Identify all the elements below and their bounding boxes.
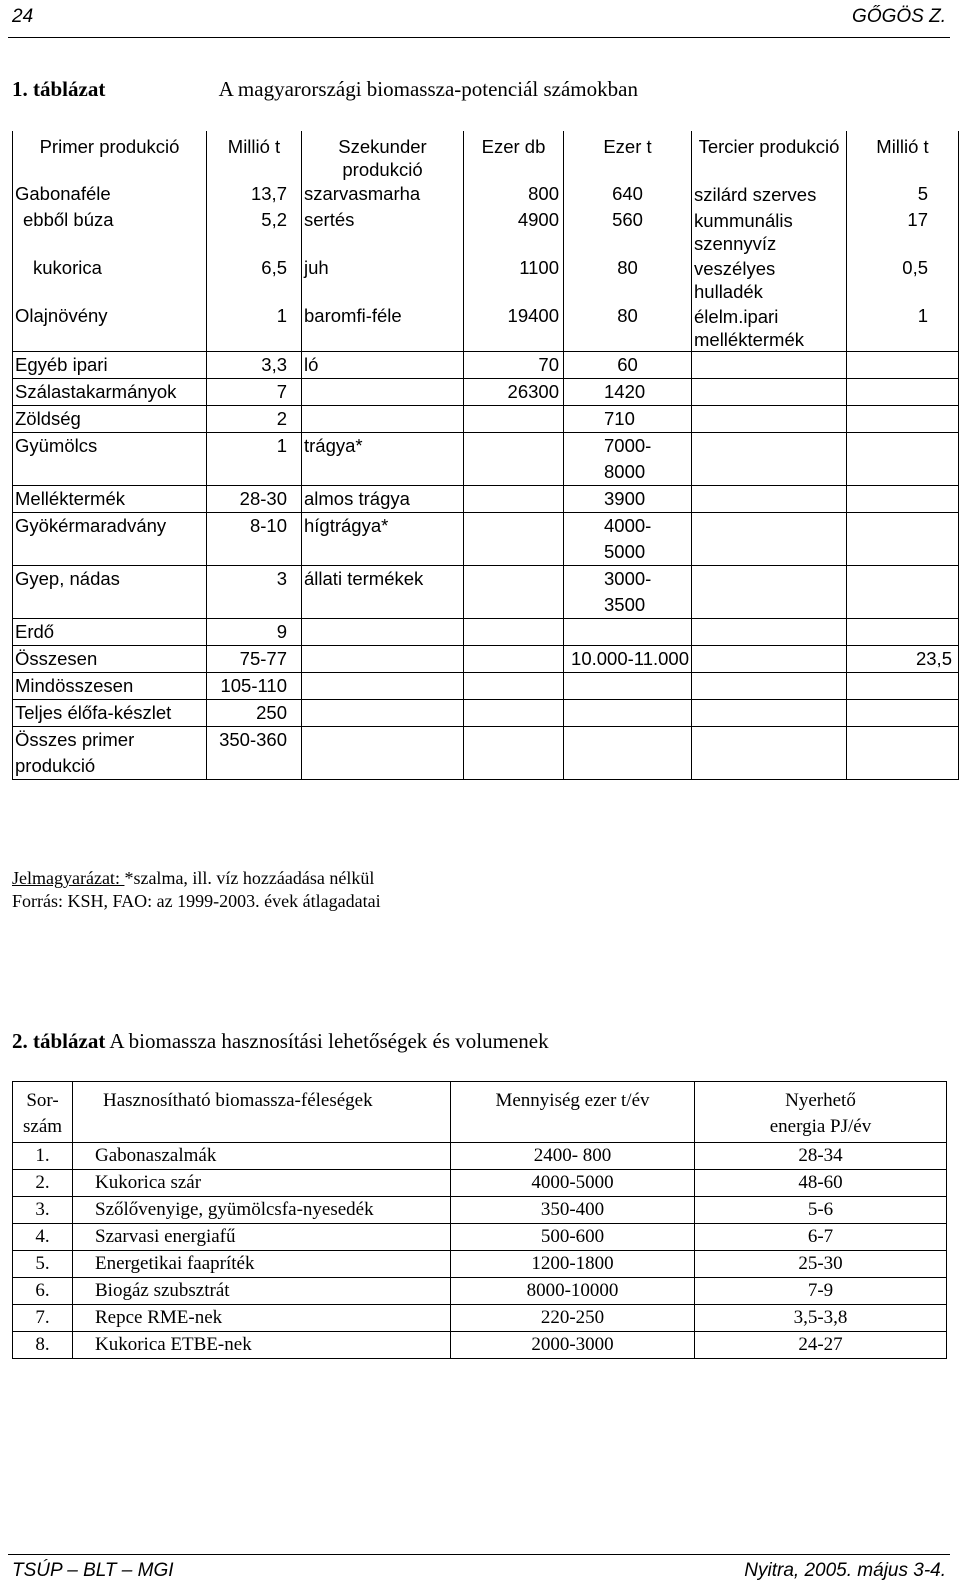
cell-energia: 24-27 [695,1332,947,1359]
legend-text: *szalma, ill. víz hozzáadása nélkül [124,868,375,888]
cell-biomassza: Biogáz szubsztrát [73,1278,451,1305]
cell-million-t: 105-110 [207,673,302,700]
cell-biomassza: Kukorica ETBE-nek [73,1332,451,1359]
cell-ezer-t: 60 [564,352,692,379]
cell-primer: Összes primer produkció [13,727,207,780]
cell-ezer-db: 800 [464,181,564,207]
cell-primer: Egyéb ipari [13,352,207,379]
cell-ezer-db: 26300 [464,379,564,406]
cell-ezer-t: 640 [564,181,692,207]
cell-szekunder: trágya* [302,433,464,486]
cell-mennyiseg: 2000-3000 [451,1332,695,1359]
col-primer: Primer produkció [13,131,207,181]
cell-szekunder: almos trágya [302,486,464,513]
cell-million-t-tercier [847,513,959,566]
cell-primer: Erdő [13,619,207,646]
cell-ezer-t: 3900 [564,486,692,513]
cell-energia: 48-60 [695,1170,947,1197]
cell-szekunder [302,673,464,700]
cell-primer: Mindösszesen [13,673,207,700]
col-ezer-t: Ezer t [564,131,692,181]
footer-right: Nyitra, 2005. május 3-4. [744,1560,946,1581]
table1-row [13,700,959,727]
cell-primer: Melléktermék [13,486,207,513]
cell-million-t: 1 [207,303,302,352]
cell-mennyiseg: 2400- 800 [451,1143,695,1170]
cell-energia: 3,5-3,8 [695,1305,947,1332]
cell-ezer-db: 4900 [464,207,564,255]
cell-million-t-tercier [847,566,959,619]
cell-million-t-tercier: 17 [847,207,959,255]
cell-energia: 6-7 [695,1224,947,1251]
cell-million-t-tercier [847,727,959,780]
cell-million-t: 350-360 [207,727,302,780]
table1-row [13,673,959,700]
cell-million-t-tercier [847,433,959,486]
cell-million-t: 1 [207,433,302,486]
col-tercier: Tercier produkció [692,131,847,181]
cell-tercier [692,352,847,379]
col-million-t-tercier: Millió t [847,131,959,181]
cell-ezer-db [464,486,564,513]
cell-ezer-t: 1420 [564,379,692,406]
cell-tercier: szilárd szerves [692,181,847,207]
cell-ezer-t: 10.000-11.000 [564,646,692,673]
cell-sorszam: 8. [13,1332,73,1359]
cell-tercier [692,379,847,406]
cell-szekunder: juh [302,255,464,303]
cell-mennyiseg: 8000-10000 [451,1278,695,1305]
table1-row [13,513,959,566]
cell-million-t: 13,7 [207,181,302,207]
cell-ezer-db: 1100 [464,255,564,303]
cell-million-t-tercier: 23,5 [847,646,959,673]
cell-million-t-tercier: 5 [847,181,959,207]
cell-sorszam: 5. [13,1251,73,1278]
cell-szekunder: állati termékek [302,566,464,619]
cell-million-t-tercier [847,406,959,433]
cell-szekunder [302,727,464,780]
cell-million-t: 8-10 [207,513,302,566]
cell-primer: Gyümölcs [13,433,207,486]
cell-sorszam: 2. [13,1170,73,1197]
cell-ezer-t: 7000-8000 [564,433,692,486]
cell-szekunder [302,619,464,646]
cell-million-t: 3 [207,566,302,619]
cell-ezer-t: 80 [564,303,692,352]
cell-primer: Gabonaféle [13,181,207,207]
cell-szekunder: hígtrágya* [302,513,464,566]
cell-sorszam: 1. [13,1143,73,1170]
cell-energia: 7-9 [695,1278,947,1305]
cell-energia: 25-30 [695,1251,947,1278]
cell-ezer-db [464,619,564,646]
cell-million-t: 6,5 [207,255,302,303]
table2 [12,1081,947,1359]
cell-primer: Zöldség [13,406,207,433]
table2-row [13,1305,947,1332]
table2-row [13,1251,947,1278]
cell-biomassza: Repce RME-nek [73,1305,451,1332]
table1-caption [12,77,638,102]
cell-primer: Szálastakarmányok [13,379,207,406]
cell-million-t: 2 [207,406,302,433]
cell-sorszam: 3. [13,1197,73,1224]
table1-label: 1. táblázat [12,77,106,101]
footer-left: TSÚP – BLT – MGI [12,1560,174,1581]
cell-mennyiseg: 350-400 [451,1197,695,1224]
cell-tercier [692,619,847,646]
table2-label: 2. táblázat [12,1029,106,1053]
cell-million-t: 7 [207,379,302,406]
cell-mennyiseg: 4000-5000 [451,1170,695,1197]
table1-title: A magyarországi biomassza-potenciál számokban [218,77,638,101]
cell-szekunder [302,700,464,727]
cell-biomassza: Szőlővenyige, gyümölcsfa-nyesedék [73,1197,451,1224]
cell-million-t-tercier [847,486,959,513]
cell-million-t: 3,3 [207,352,302,379]
cell-ezer-db [464,646,564,673]
cell-ezer-db [464,727,564,780]
cell-energia: 5-6 [695,1197,947,1224]
cell-primer: Összesen [13,646,207,673]
table1-row [13,255,959,303]
col-sorszam: Sor-szám [13,1082,73,1143]
cell-primer: Teljes élőfa-készlet [13,700,207,727]
running-head-author: GŐGÖS Z. [852,6,946,27]
cell-primer: Gyökérmaradvány [13,513,207,566]
legend-line [12,867,381,890]
table2-header-row [13,1082,947,1143]
cell-ezer-t: 560 [564,207,692,255]
cell-million-t-tercier [847,700,959,727]
table1-row [13,646,959,673]
cell-tercier [692,513,847,566]
cell-ezer-db [464,406,564,433]
cell-million-t-tercier [847,619,959,646]
cell-million-t-tercier: 1 [847,303,959,352]
cell-ezer-t [564,727,692,780]
cell-ezer-t [564,700,692,727]
table1-header-row [13,131,959,181]
cell-ezer-db [464,513,564,566]
cell-million-t-tercier: 0,5 [847,255,959,303]
cell-million-t: 250 [207,700,302,727]
cell-tercier [692,673,847,700]
table1-row [13,406,959,433]
cell-primer: Olajnövény [13,303,207,352]
footer-rule [8,1554,950,1555]
table1-row [13,303,959,352]
cell-tercier [692,433,847,486]
cell-million-t-tercier [847,673,959,700]
cell-szekunder: sertés [302,207,464,255]
cell-million-t: 75-77 [207,646,302,673]
table1-row [13,486,959,513]
cell-sorszam: 6. [13,1278,73,1305]
table1-row [13,379,959,406]
cell-million-t: 5,2 [207,207,302,255]
cell-million-t: 9 [207,619,302,646]
cell-szekunder [302,646,464,673]
table2-row [13,1197,947,1224]
col-mennyiseg: Mennyiség ezer t/év [451,1082,695,1143]
page-number: 24 [12,6,34,27]
cell-szekunder [302,379,464,406]
source-line: Forrás: KSH, FAO: az 1999-2003. évek átlagadatai [12,891,381,911]
table2-row [13,1278,947,1305]
col-energia: Nyerhető energia PJ/év [695,1082,947,1143]
cell-mennyiseg: 220-250 [451,1305,695,1332]
cell-mennyiseg: 500-600 [451,1224,695,1251]
cell-ezer-db [464,673,564,700]
cell-szekunder: ló [302,352,464,379]
cell-sorszam: 4. [13,1224,73,1251]
col-biomassza: Hasznosítható biomassza-féleségek [73,1082,451,1143]
cell-ezer-t: 4000-5000 [564,513,692,566]
table2-row [13,1224,947,1251]
cell-energia: 28-34 [695,1143,947,1170]
cell-ezer-db: 70 [464,352,564,379]
cell-biomassza: Kukorica szár [73,1170,451,1197]
table2-row [13,1143,947,1170]
cell-tercier [692,727,847,780]
table2-row [13,1332,947,1359]
col-million-t: Millió t [207,131,302,181]
col-ezer-db: Ezer db [464,131,564,181]
header-rule [8,37,950,38]
table1-notes [12,867,381,913]
table1-row [13,727,959,780]
cell-ezer-t [564,619,692,646]
legend-label: Jelmagyarázat: [12,868,125,888]
table2-title: A biomassza hasznosítási lehetőségek és volumenek [109,1029,549,1053]
table2-row [13,1170,947,1197]
table1-row [13,352,959,379]
cell-tercier [692,566,847,619]
cell-ezer-t: 3000-3500 [564,566,692,619]
cell-ezer-db [464,700,564,727]
cell-tercier: kummunális szennyvíz [692,207,847,255]
cell-million-t-tercier [847,379,959,406]
cell-primer: ebből búza [13,207,207,255]
cell-szekunder: baromfi-féle [302,303,464,352]
cell-tercier: veszélyes hulladék [692,255,847,303]
table1-row [13,619,959,646]
table1-row [13,566,959,619]
table1-row [13,207,959,255]
table2-caption [12,1029,549,1054]
cell-ezer-t: 80 [564,255,692,303]
cell-tercier [692,700,847,727]
cell-sorszam: 7. [13,1305,73,1332]
cell-ezer-db [464,566,564,619]
cell-ezer-db: 19400 [464,303,564,352]
cell-tercier: élelm.ipari melléktermék [692,303,847,352]
cell-szekunder: szarvasmarha [302,181,464,207]
cell-mennyiseg: 1200-1800 [451,1251,695,1278]
cell-biomassza: Energetikai faapríték [73,1251,451,1278]
cell-tercier [692,486,847,513]
cell-tercier [692,406,847,433]
cell-million-t: 28-30 [207,486,302,513]
cell-primer: kukorica [13,255,207,303]
table1-row [13,181,959,207]
table1-row [13,433,959,486]
cell-primer: Gyep, nádas [13,566,207,619]
col-szekunder: Szekunder produkció [302,131,464,181]
cell-ezer-db [464,433,564,486]
cell-ezer-t [564,673,692,700]
cell-million-t-tercier [847,352,959,379]
cell-szekunder [302,406,464,433]
cell-tercier [692,646,847,673]
cell-biomassza: Szarvasi energiafű [73,1224,451,1251]
cell-ezer-t: 710 [564,406,692,433]
cell-biomassza: Gabonaszalmák [73,1143,451,1170]
table1 [12,131,959,780]
